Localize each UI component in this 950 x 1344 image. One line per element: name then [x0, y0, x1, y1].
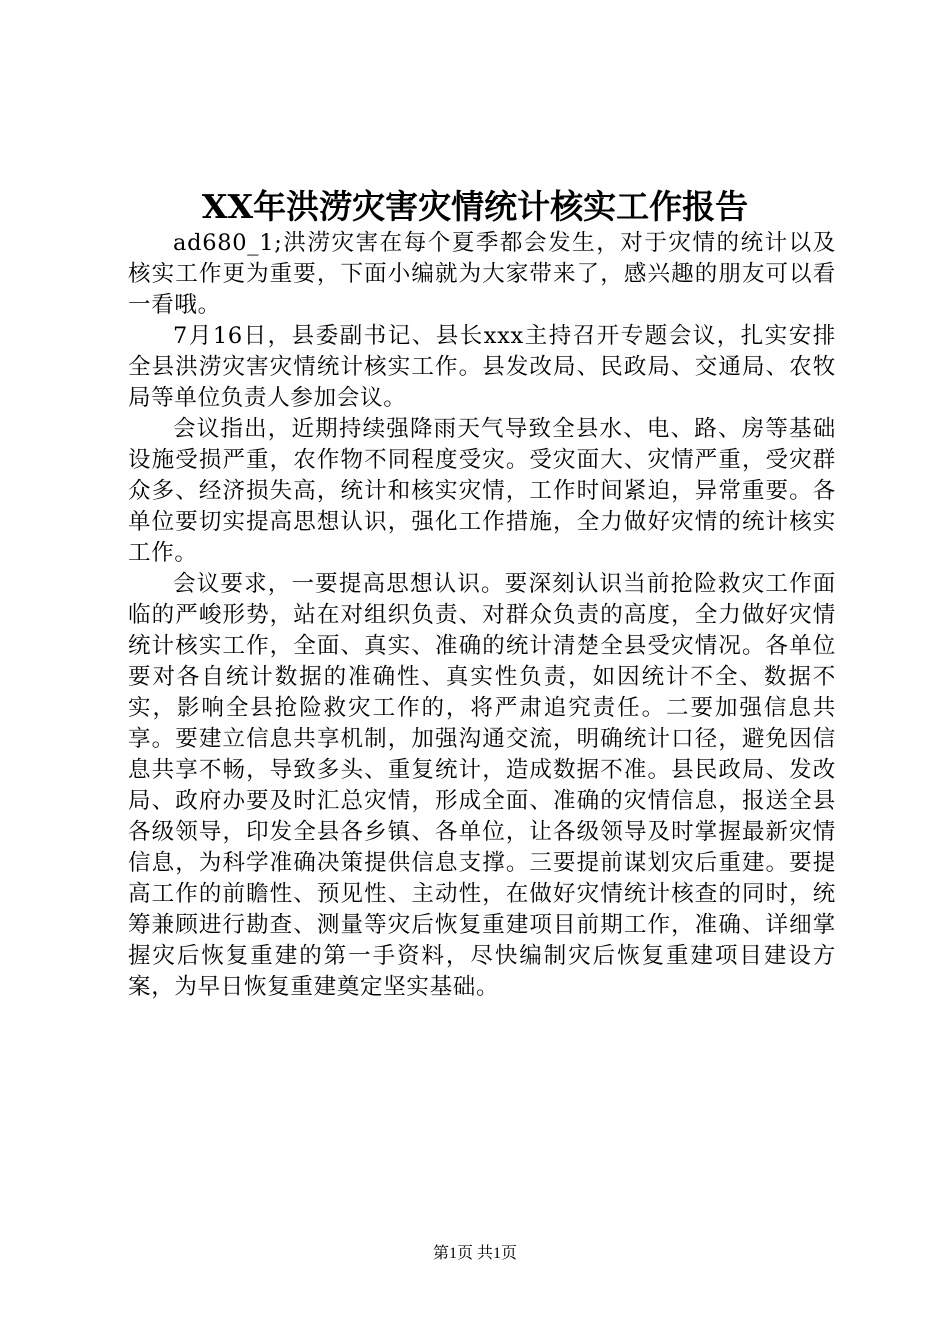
- page-footer: 第1页 共1页: [432, 1245, 517, 1262]
- paragraph-meeting: 7月16日，县委副书记、县长xxx主持召开专题会议，扎实安排全县洪涝灾害灾情统计核实工作。县发改局、民政局、交通局、农牧局等单位负责人参加会议。: [128, 323, 836, 411]
- paragraph-meeting-requirements: 会议要求，一要提高思想认识。要深刻认识当前抢险救灾工作面临的严峻形势，站在对组织负责、对群众负责的高度，全力做好灾情统计核实工作，全面、真实、准确的统计清楚全县受灾情况。各单位要对各自统计数据的准确性、真实性负责，如因统计不全、数据不实，影响全县抢险救灾工作的，将严肃追究责任。二要加强信息共享。要建立信息共享机制，加强沟通交流，明确统计口径，避免因信息共享不畅，导致多头、重复统计，造成数据不准。县民政局、发改局、政府办要及时汇总灾情，形成全面、准确的灾情信息，报送全县各级领导，印发全县各乡镇、各单位，让各级领导及时掌握最新灾情信息，为科学准确决策提供信息支撑。三要提前谋划灾后重建。要提高工作的前瞻性、预见性、主动性，在做好灾情统计核查的同时，统筹兼顾进行勘查、测量等灾后恢复重建项目前期工作，准确、详细掌握灾后恢复重建的第一手资料，尽快编制灾后恢复重建项目建设方案，为早日恢复重建奠定坚实基础。: [128, 571, 836, 1000]
- document-body: [128, 228, 836, 1003]
- paragraph-meeting-points: 会议指出，近期持续强降雨天气导致全县水、电、路、房等基础设施受损严重，农作物不同程度受灾。受灾面大、灾情严重，受灾群众多、经济损失高，统计和核实灾情，工作时间紧迫，异常重要。各单位要切实提高思想认识，强化工作措施，全力做好灾情的统计核实工作。: [128, 416, 836, 566]
- document-title: XX年洪涝灾害灾情统计核实工作报告: [201, 187, 749, 226]
- paragraph-intro: ad680_1;洪涝灾害在每个夏季都会发生，对于灾情的统计以及核实工作更为重要，下面小编就为大家带来了，感兴趣的朋友可以看一看哦。: [128, 230, 836, 318]
